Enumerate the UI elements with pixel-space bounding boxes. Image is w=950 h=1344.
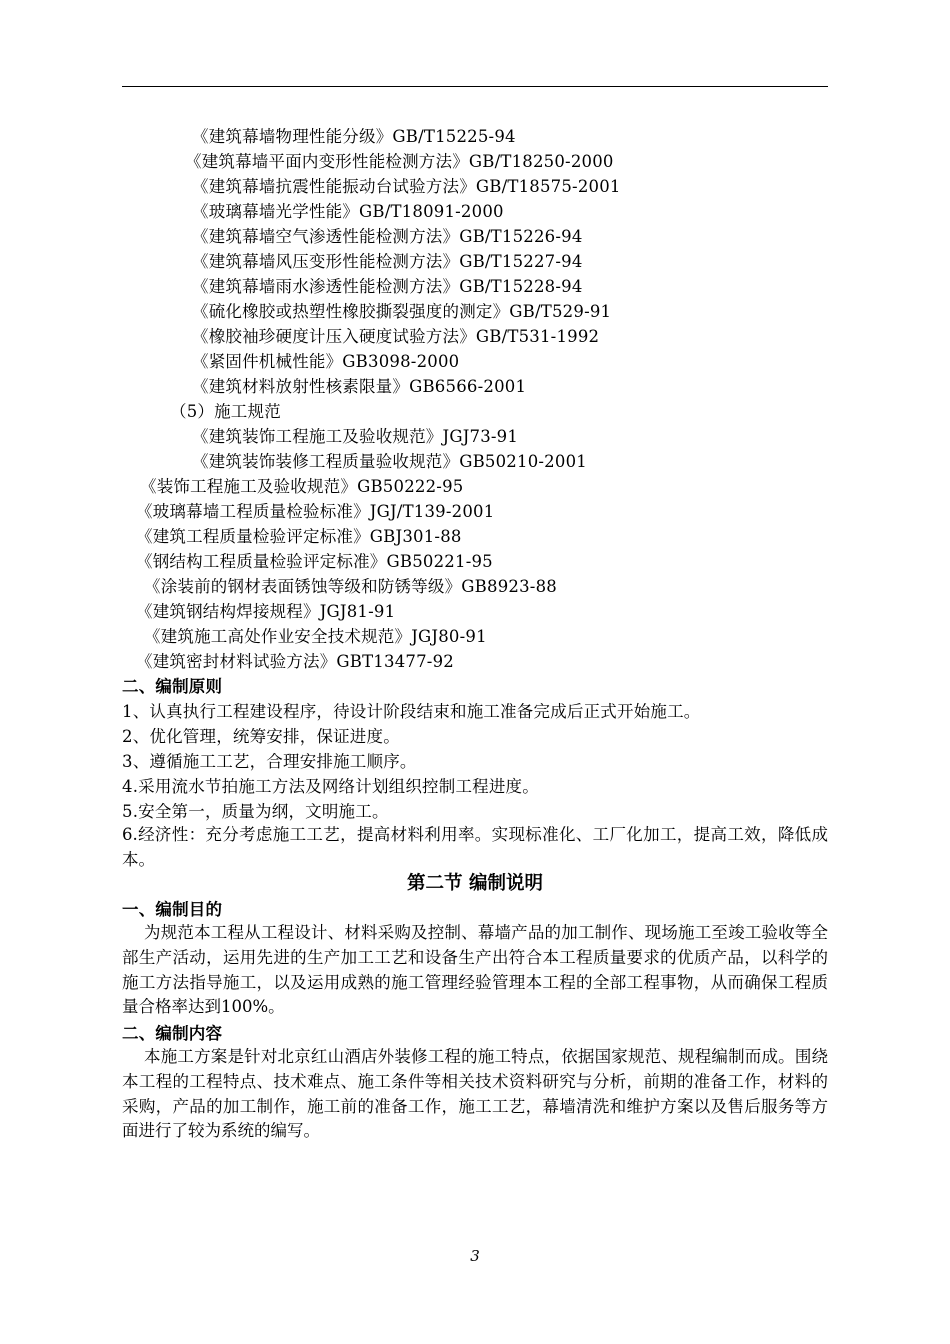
spec-item: 《建筑装饰工程施工及验收规范》JGJ73-91	[192, 427, 519, 446]
purpose-paragraph: 为规范本工程从工程设计、材料采购及控制、幕墙产品的加工制作、现场施工至竣工验收等全部生产活动，运用先进的生产加工工艺和设备生产出符合本工程质量要求的优质产品，以科学的施工方法指导施工，以及运用成熟的施工管理经验管理本工程的全部工程事物，从而确保工程质量合格率达到100%。	[122, 923, 828, 1017]
spec-item: 《玻璃幕墙工程质量检验标准》JGJ/T139-2001	[136, 502, 495, 521]
principle-item: 2、优化管理，统筹安排，保证进度。	[122, 727, 400, 746]
standard-item: 《建筑幕墙雨水渗透性能检测方法》GB/T15228-94	[192, 277, 583, 296]
header-rule	[122, 86, 828, 87]
spec-item: 《钢结构工程质量检验评定标准》GB50221-95	[136, 552, 493, 571]
principle-item: 6.经济性：充分考虑施工工艺，提高材料利用率。实现标准化、工厂化加工，提高工效，降低成本。	[122, 825, 828, 869]
page-number: 3	[470, 1247, 480, 1265]
standard-item: 《建筑幕墙风压变形性能检测方法》GB/T15227-94	[192, 252, 583, 271]
principle-item: 4.采用流水节拍施工方法及网络计划组织控制工程进度。	[122, 777, 539, 796]
standard-item: 《橡胶袖珍硬度计压入硬度试验方法》GB/T531-1992	[192, 327, 600, 346]
standard-item: 《玻璃幕墙光学性能》GB/T18091-2000	[192, 202, 504, 221]
spec-item: 《建筑工程质量检验评定标准》GBJ301-88	[136, 527, 462, 546]
purpose-heading: 一、编制目的	[122, 900, 223, 919]
spec-item: 《涂装前的钢材表面锈蚀等级和防锈等级》GB8923-88	[144, 577, 557, 596]
principle-item: 5.安全第一，质量为纲，文明施工。	[122, 802, 389, 821]
content-paragraph: 本施工方案是针对北京红山酒店外装修工程的施工特点，依据国家规范、规程编制而成。围绕本工程的工程特点、技术难点、施工条件等相关技术资料研究与分析，前期的准备工作，材料的采购，产品的加工制作，施工前的准备工作，施工工艺，幕墙清洗和维护方案以及售后服务等方面进行了较为系统的编写。	[122, 1047, 828, 1141]
spec-item: 《建筑装饰装修工程质量验收规范》GB50210-2001	[192, 452, 587, 471]
standard-item: 《建筑幕墙抗震性能振动台试验方法》GB/T18575-2001	[192, 177, 621, 196]
content-heading: 二、编制内容	[122, 1024, 223, 1043]
principle-item: 3、遵循施工工艺，合理安排施工顺序。	[122, 752, 417, 771]
principles-heading: 二、编制原则	[122, 677, 223, 696]
spec-item: 《建筑密封材料试验方法》GBT13477-92	[136, 652, 454, 671]
spec-item: 《建筑施工高处作业安全技术规范》JGJ80-91	[144, 627, 487, 646]
standard-item: 《建筑幕墙物理性能分级》GB/T15225-94	[192, 127, 516, 146]
standard-item: 《建筑幕墙平面内变形性能检测方法》GB/T18250-2000	[185, 152, 614, 171]
standard-item: 《建筑幕墙空气渗透性能检测方法》GB/T15226-94	[192, 227, 583, 246]
spec-item: 《装饰工程施工及验收规范》GB50222-95	[140, 477, 464, 496]
standard-item: 《紧固件机械性能》GB3098-2000	[192, 352, 460, 371]
principle-item: 1、认真执行工程建设程序，待设计阶段结束和施工准备完成后正式开始施工。	[122, 702, 701, 721]
spec-item: 《建筑钢结构焊接规程》JGJ81-91	[136, 602, 396, 621]
construction-specs-heading: （5）施工规范	[170, 402, 281, 421]
section-title: 第二节 编制说明	[407, 873, 543, 894]
standard-item: 《硫化橡胶或热塑性橡胶撕裂强度的测定》GB/T529-91	[192, 302, 612, 321]
standard-item: 《建筑材料放射性核素限量》GB6566-2001	[192, 377, 527, 396]
